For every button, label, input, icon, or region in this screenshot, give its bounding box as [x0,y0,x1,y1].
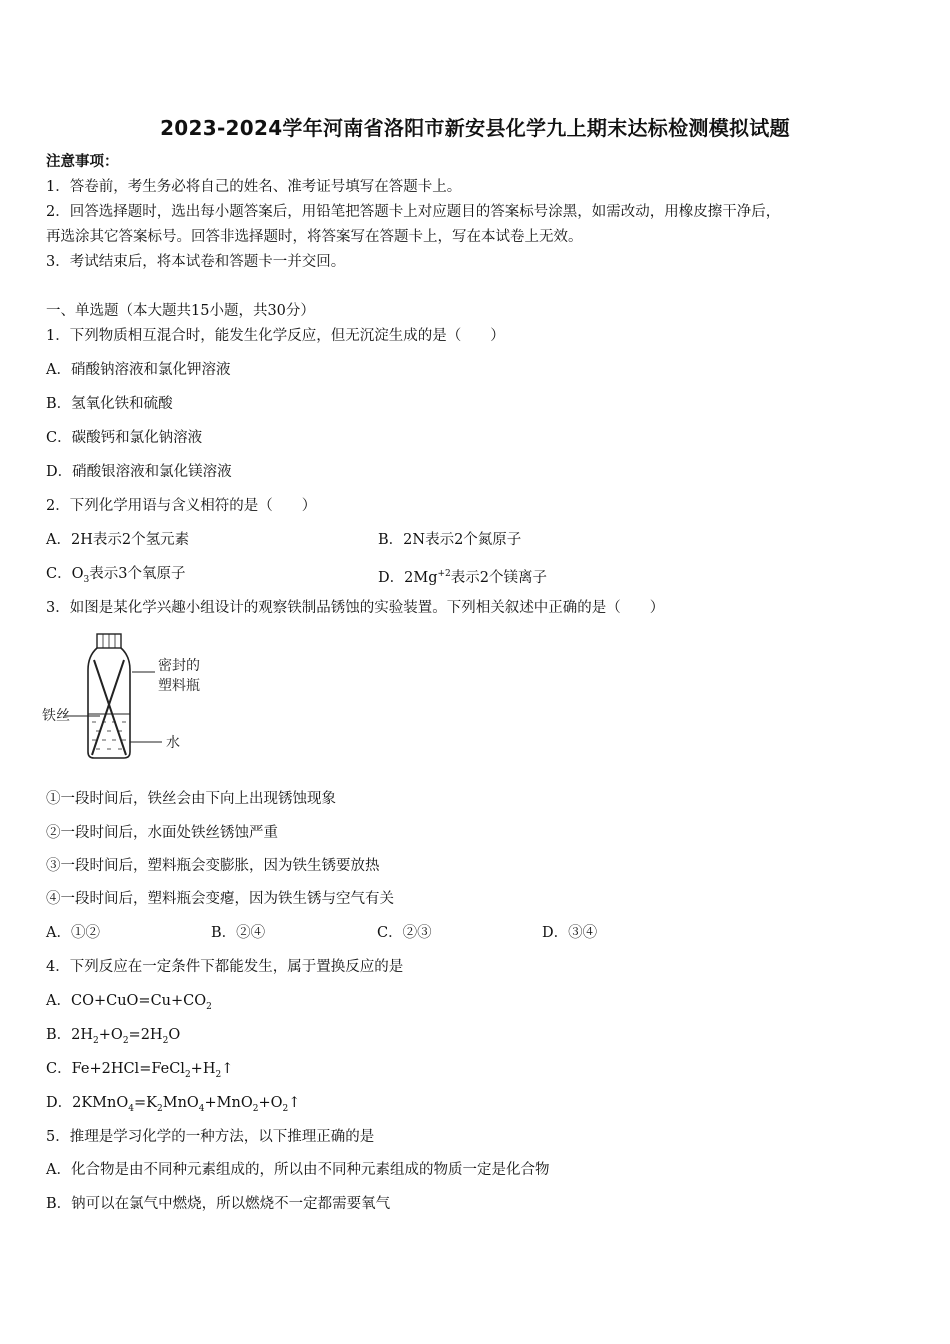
q2-option-d: D．$2Mg^{+2}$表示2个镁离子 [378,569,547,586]
q3-options [46,923,597,943]
q2-stem: 2．下列化学用语与含义相符的是（ ） [46,498,317,514]
notice-item-3: 3．考试结束后，将本试卷和答题卡一并交回。 [46,254,346,270]
q1-option-a: A．硝酸钠溶液和氯化钾溶液 [46,362,231,378]
water-dashes [92,722,126,749]
q5-option-b: B．钠可以在氯气中燃烧，所以燃烧不一定都需要氧气 [46,1196,391,1212]
iron-wire-2 [92,660,124,755]
label-plastic-bottle: 塑料瓶 [158,678,200,694]
rust-experiment-figure [40,628,240,768]
q1-option-b: B．氢氧化铁和硫酸 [46,396,173,412]
q3-statement-1: ①一段时间后，铁丝会由下向上出现锈蚀现象 [46,791,336,807]
q1-stem: 1．下列物质相互混合时，能发生化学反应，但无沉淀生成的是（ ） [46,328,505,344]
label-water: 水 [166,735,180,751]
q3-statement-2: ②一段时间后，水面处铁丝锈蚀严重 [46,825,278,841]
q4-stem: 4．下列反应在一定条件下都能发生，属于置换反应的是 [46,959,404,975]
q4-option-c: C．$Fe+2HCl=FeCl_2+H_2↑$ [46,1061,234,1080]
q3-option-b: B．②④ [211,925,266,941]
q3-option-c: C．②③ [377,925,432,941]
q1-option-c: C．碳酸钙和氯化钠溶液 [46,430,203,446]
q5-stem: 5．推理是学习化学的一种方法，以下推理正确的是 [46,1129,375,1145]
q2-option-b: B．2N表示2个氮原子 [378,532,522,548]
section-heading: 一、单选题（本大题共15小题，共30分） [46,303,315,319]
q3-stem: 3．如图是某化学兴趣小组设计的观察铁制品锈蚀的实验装置。下列相关叙述中正确的是（ ） [46,600,665,616]
q4-option-d: D．$2KMnO_4=K_2MnO_4+MnO_2+O_2↑$ [46,1095,301,1114]
notice-item-2-cont: 再选涂其它答案标号。回答非选择题时，将答案写在答题卡上，写在本试卷上无效。 [46,229,583,245]
label-iron-wire: 铁丝 [42,708,70,724]
q3-option-d: D．③④ [542,925,598,941]
notice-heading: 注意事项： [46,153,119,170]
q3-option-a: A．①② [46,925,100,941]
notice-item-2: 2．回答选择题时，选出每小题答案后，用铅笔把答题卡上对应题目的答案标号涂黑，如需改动，用橡皮擦干净后， [46,204,781,220]
q4-option-a: A．$CO+CuO=Cu+CO_2$ [46,993,212,1012]
q5-option-a: A．化合物是由不同种元素组成的，所以由不同种元素组成的物质一定是化合物 [46,1162,550,1178]
iron-wire-1 [94,660,126,755]
q4-option-b: B．$2H_2+O_2=2H_2O$ [46,1027,181,1046]
q3-statement-3: ③一段时间后，塑料瓶会变膨胀，因为铁生锈要放热 [46,858,380,874]
label-sealed: 密封的 [158,658,200,674]
q2-option-a: A．2H表示2个氢元素 [46,532,190,548]
q1-option-d: D．硝酸银溶液和氯化镁溶液 [46,464,232,480]
q2-option-c: C．$O_3$表示3个氧原子 [46,566,186,585]
q3-statement-4: ④一段时间后，塑料瓶会变瘪，因为铁生锈与空气有关 [46,891,394,907]
exam-title: 2023-2024学年河南省洛阳市新安县化学九上期末达标检测模拟试题 [160,116,790,140]
notice-item-1: 1．答卷前，考生务必将自己的姓名、准考证号填写在答题卡上。 [46,179,462,195]
